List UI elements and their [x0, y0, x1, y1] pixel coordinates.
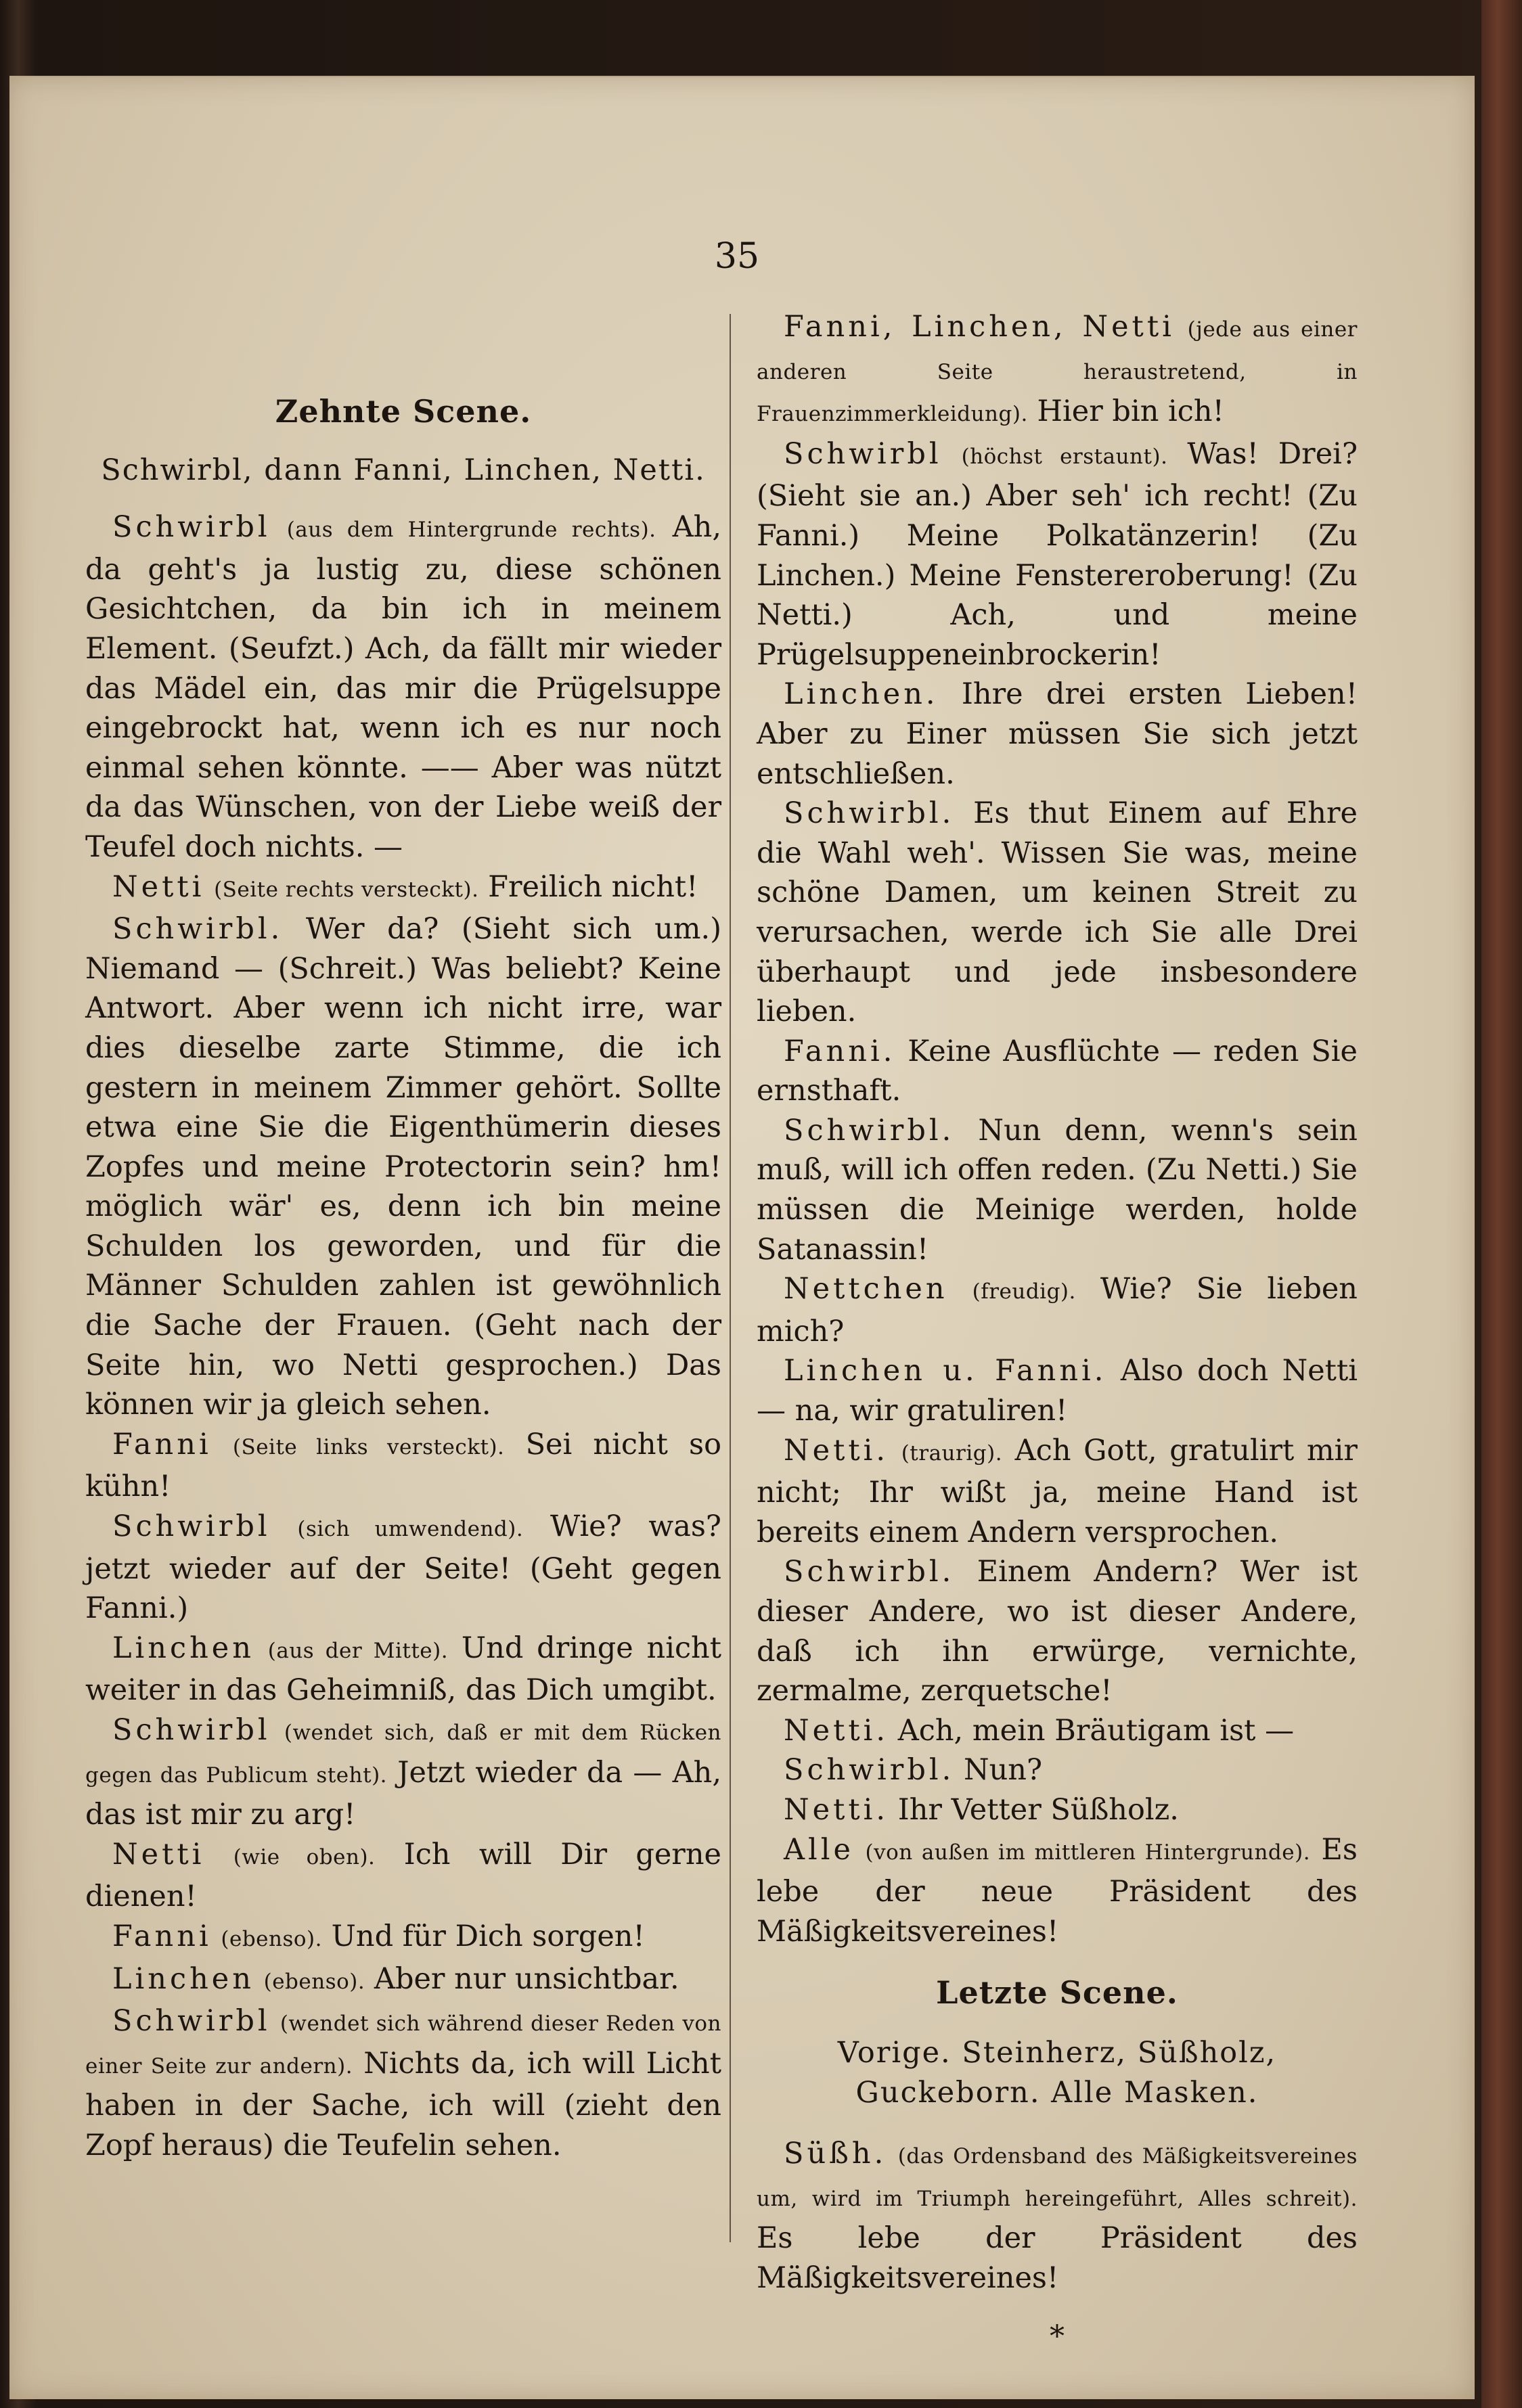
stage-direction: (traurig).	[901, 1440, 1003, 1466]
speaker-name: Schwirbl.	[784, 1555, 955, 1589]
stage-direction: (wendet sich während dieser Reden von einer Seite zur andern).	[85, 2012, 721, 2078]
dialogue-list	[757, 307, 1358, 1951]
speaker-name: Netti.	[784, 1713, 889, 1748]
stage-direction: (aus der Mitte).	[267, 1638, 449, 1663]
right-column	[757, 307, 1358, 2357]
dialogue-text: Es lebe der Präsident des Mäßigkeitsvereines!	[757, 2221, 1358, 2295]
dialogue-text: Keine Ausflüchte — reden Sie ernsthaft.	[757, 1034, 1358, 1108]
speaker-name: Schwirbl.	[784, 1753, 955, 1788]
dialogue-paragraph	[85, 1959, 721, 2002]
stage-direction: (wie oben).	[233, 1844, 376, 1869]
scene-cast: Vorige. Steinherz, Süßholz, Guckeborn. Alle Masken.	[837, 2035, 1277, 2110]
dialogue-list	[757, 2134, 1358, 2298]
dialogue-paragraph	[85, 1710, 721, 1835]
dialogue-text: Aber nur unsichtbar.	[365, 1961, 679, 1996]
speaker-name: Netti	[112, 1837, 205, 1871]
dialogue-text: Sei nicht so kühn!	[85, 1427, 722, 1504]
speaker-name: Schwirbl	[112, 2004, 271, 2039]
dialogue-text: Ach Gott, gratulirt mir nicht; Ihr wißt ja, meine Hand ist bereits einem Andern versprochen.	[757, 1433, 1358, 1549]
speaker-name: Schwirbl.	[784, 1113, 955, 1148]
stage-direction: (ebenso).	[263, 1969, 365, 1994]
speaker-name: Schwirbl	[112, 1509, 271, 1544]
stage-direction: (höchst erstaunt).	[961, 444, 1168, 469]
speaker-name: Schwirbl.	[784, 796, 955, 831]
dialogue-text: Einem Andern? Wer ist dieser Andere, wo ist dieser Andere, daß ich ihn erwürge, vernichte, zermalme, zerquetsche!	[757, 1555, 1358, 1708]
dialogue-list	[85, 507, 721, 2165]
dialogue-paragraph	[757, 1830, 1358, 1952]
dialogue-paragraph	[757, 1269, 1358, 1351]
speaker-name: Netti	[112, 869, 205, 904]
dialogue-text: Es thut Einem auf Ehre die Wahl weh'. Wissen Sie was, meine schöne Damen, um keinen Streit zu verursachen, werde ich Sie alle Drei überhaupt und jede insbesondere lieben.	[757, 796, 1358, 1029]
speaker-name: Schwirbl	[784, 436, 942, 471]
dialogue-text: Ihre drei ersten Lieben! Aber zu Einer müssen Sie sich jetzt entschließen.	[757, 677, 1358, 791]
speaker-name: Schwirbl	[112, 1713, 271, 1747]
dialogue-text: Jetzt wieder da — Ah, das ist mir zu arg!	[85, 1755, 721, 1832]
dialogue-paragraph	[85, 507, 721, 867]
dialogue-paragraph	[757, 1711, 1358, 1751]
dialogue-text: Nun denn, wenn's sein muß, will ich offen reden. (Zu Netti.) Sie müssen die Meinige werden, holde Satanassin!	[757, 1113, 1358, 1267]
stage-direction: (wendet sich, daß er mit dem Rücken gegen das Publicum steht).	[85, 1721, 721, 1788]
stage-direction: (aus dem Hintergrunde rechts).	[286, 518, 656, 543]
speaker-name: Schwirbl	[112, 510, 271, 545]
scene-heading: Letzte Scene.	[936, 1974, 1178, 2012]
stage-direction: (von außen im mittleren Hintergrunde).	[865, 1840, 1311, 1865]
speaker-name: Linchen	[112, 1631, 254, 1665]
end-asterisk: *	[1050, 2319, 1065, 2354]
dialogue-text: Was! Drei? (Sieht sie an.) Aber seh' ich recht! (Zu Fanni.) Meine Polkatänzerin! (Zu Linchen.) Meine Fenstereroberung! (Zu Netti.) Ach, und meine Prügelsuppeneinbrockerin!	[757, 436, 1358, 672]
scene-cast: Schwirbl, dann Fanni, Linchen, Netti.	[101, 453, 706, 487]
dialogue-text: Wie? Sie lieben mich?	[757, 1272, 1358, 1348]
dialogue-paragraph	[757, 794, 1358, 1032]
speaker-name: Linchen	[112, 1961, 254, 1996]
dialogue-paragraph	[85, 2001, 721, 2165]
dialogue-paragraph	[757, 1431, 1358, 1553]
dialogue-paragraph	[757, 1111, 1358, 1269]
speaker-name: Nettchen	[784, 1272, 948, 1307]
speaker-name: Alle	[784, 1832, 855, 1867]
dialogue-text: Es lebe der neue Präsident des Mäßigkeitsvereines!	[757, 1832, 1358, 1949]
dialogue-paragraph	[757, 1351, 1358, 1430]
dialogue-paragraph	[85, 909, 721, 1425]
dialogue-paragraph	[757, 307, 1358, 434]
left-column	[85, 307, 721, 2166]
book-page	[9, 76, 1475, 2399]
dialogue-text: Wer da? (Sieht sich um.) Niemand — (Schreit.) Was beliebt? Keine Antwort. Aber wenn ich nicht irre, war dies dieselbe zarte Stimme, die ich gestern in meinem Zimmer gehört. Sollte etwa eine Sie die Eigenthümerin dieses Zopfes und meine Protectorin sein? hm! möglich wär' es, denn ich bin meine Schulden los geworden, und für die Männer Schulden zahlen ist gewöhnlich die Sache der Frauen. (Geht nach der Seite hin, wo Netti gesprochen.) Das können wir ja gleich sehen.	[85, 912, 721, 1422]
scene-heading: Zehnte Scene.	[275, 393, 532, 430]
stage-direction: (das Ordensband des Mäßigkeitsvereines um, wird im Triumph hereingeführt, Alles schreit).	[757, 2144, 1358, 2211]
speaker-name: Schwirbl.	[112, 912, 284, 947]
dialogue-text: Ihr Vetter Süßholz.	[889, 1792, 1179, 1827]
dialogue-text: Wie? was? jetzt wieder auf der Seite! (Geht gegen Fanni.)	[85, 1509, 721, 1626]
speaker-name: Fanni.	[784, 1034, 896, 1068]
stage-direction: (sich umwendend).	[297, 1517, 524, 1542]
speaker-name: Netti.	[784, 1792, 889, 1827]
dialogue-text: Ach, mein Bräutigam ist —	[889, 1713, 1295, 1748]
speaker-name: Netti.	[784, 1433, 889, 1468]
dialogue-paragraph	[757, 434, 1358, 675]
speaker-name: Fanni	[112, 1919, 212, 1953]
speaker-name: Fanni, Linchen, Netti	[784, 310, 1175, 344]
dialogue-text: Nun?	[954, 1753, 1043, 1788]
dialogue-text: Nichts da, ich will Licht haben in der Sache, ich will (zieht den Zopf heraus) die Teufelin sehen.	[85, 2046, 721, 2162]
dialogue-paragraph	[757, 2134, 1358, 2298]
dialogue-text: Und dringe nicht weiter in das Geheimniß, das Dich umgibt.	[85, 1631, 722, 1708]
dialogue-paragraph	[757, 1552, 1358, 1710]
dialogue-text: Ah, da geht's ja lustig zu, diese schönen Gesichtchen, da bin ich in meinem Element. (Seufzt.) Ach, da fällt mir wieder das Mädel ein, das mir die Prügelsuppe eingebrockt hat, wenn ich es nur noch einmal sehen könnte. —— Aber was nützt da das Wünschen, von der Liebe weiß der Teufel doch nichts. —	[85, 510, 721, 864]
stage-direction: (Seite links versteckt).	[232, 1434, 505, 1459]
stage-direction: (freudig).	[972, 1279, 1076, 1304]
dialogue-paragraph	[757, 1790, 1358, 1830]
book-spine	[1481, 0, 1522, 2408]
page-number: 35	[714, 236, 760, 277]
column-divider	[730, 314, 731, 2242]
speaker-name: Süßh.	[784, 2137, 887, 2171]
dialogue-paragraph	[85, 1917, 721, 1959]
dialogue-text: Ich will Dir gerne dienen!	[85, 1837, 722, 1914]
speaker-name: Fanni	[112, 1427, 212, 1461]
dialogue-paragraph	[85, 1425, 721, 1507]
dialogue-text: Und für Dich sorgen!	[322, 1919, 645, 1953]
dialogue-paragraph	[85, 1507, 721, 1629]
stage-direction: (Seite rechts versteckt).	[214, 877, 479, 902]
dialogue-paragraph	[85, 1629, 721, 1710]
stage-direction: (jede aus einer anderen Seite heraustretend, in Frauenzimmerkleidung).	[757, 317, 1358, 427]
dialogue-paragraph	[85, 1835, 721, 1917]
dialogue-text: Freilich nicht!	[478, 869, 698, 904]
dialogue-text: Also doch Netti — na, wir gratuliren!	[757, 1354, 1358, 1428]
dialogue-paragraph	[757, 675, 1358, 794]
dialogue-text: Hier bin ich!	[1027, 394, 1224, 429]
speaker-name: Linchen u. Fanni.	[784, 1354, 1107, 1388]
dialogue-paragraph	[85, 867, 721, 910]
speaker-name: Linchen.	[784, 677, 939, 712]
dialogue-paragraph	[757, 1750, 1358, 1790]
stage-direction: (ebenso).	[221, 1926, 322, 1951]
dialogue-paragraph	[757, 1032, 1358, 1111]
